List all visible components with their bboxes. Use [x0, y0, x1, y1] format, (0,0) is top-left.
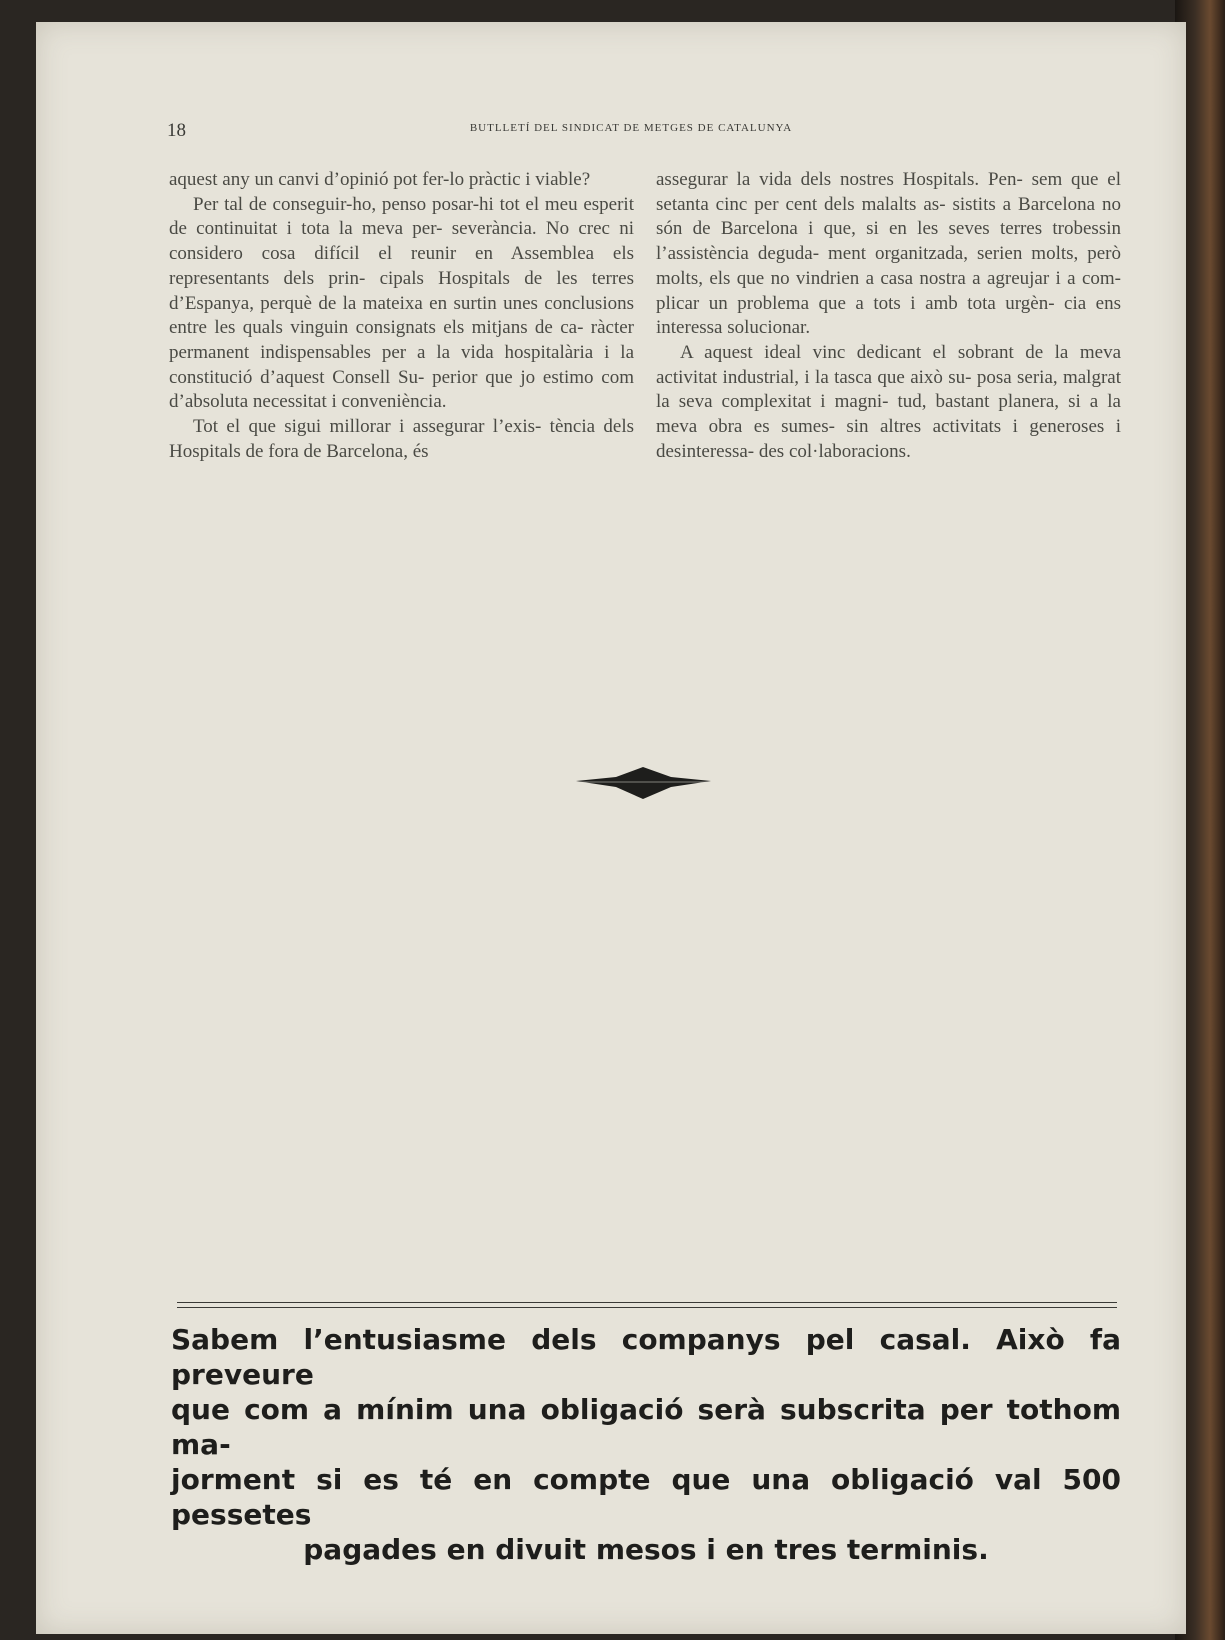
divider-rule	[177, 1307, 1117, 1308]
running-title: BUTLLETÍ DEL SINDICAT DE METGES DE CATALUNYA	[469, 122, 793, 134]
notice-line: que com a mínim una obligació serà subscrita per tothom ma-	[171, 1393, 1121, 1461]
notice-line: jorment si es té en compte que una obligació val 500 pessetes	[171, 1463, 1121, 1531]
diamond-ornament-icon	[576, 767, 711, 799]
notice-line: Sabem l’entusiasme dels companys pel casal. Això fa preveure	[171, 1323, 1121, 1391]
divider-rule	[177, 1302, 1117, 1303]
notice-line: pagades en divuit mesos i en tres terminis.	[303, 1533, 989, 1566]
subscription-notice	[171, 1322, 1121, 1567]
paragraph: Tot el que sigui millorar i assegurar l’exis- tència dels Hospitals de fora de Barcelona, és	[169, 416, 634, 462]
paragraph: A aquest ideal vinc dedicant el sobrant de la meva activitat industrial, i la tasca que això su- posa seria, malgrat la seva complexitat i magni- tud, bastant planera, si a la meva obra es sumes- sin altres activitats i generoses i desinteressa- des col·laboracions.	[656, 341, 1121, 462]
left-column	[169, 168, 634, 464]
right-column	[656, 168, 1121, 464]
paragraph: assegurar la vida dels nostres Hospitals. Pen- sem que el setanta cinc per cent dels malalts as- sistits a Barcelona no són de Barcelona i que, si en les seves terres trobessin l’assistència deguda- ment organitzada, serien molts, però molts, els que no vindrien a casa nostra a agreujar i a com- plicar un problema que a tots i amb tota urgèn- cia ens interessa solucionar.	[656, 169, 1121, 339]
document-page	[36, 22, 1186, 1634]
paragraph: aquest any un canvi d’opinió pot fer-lo pràctic i viable?	[169, 169, 591, 190]
page-number: 18	[167, 120, 186, 141]
paragraph: Per tal de conseguir-ho, penso posar-hi tot el meu esperit de continuitat i tota la meva per- severància. No crec ni considero cosa difícil el reunir en Assemblea els representants dels prin- cipals Hospitals de les terres d’Espanya, perquè de la mateixa en surtin unes conclusions entre les quals vinguin consignats els mitjans de ca- ràcter permanent indispensables per a la vida hospitalària i la constitució d’aquest Consell Su- perior que jo estimo com d’absoluta necessitat i conveniència.	[169, 193, 634, 413]
